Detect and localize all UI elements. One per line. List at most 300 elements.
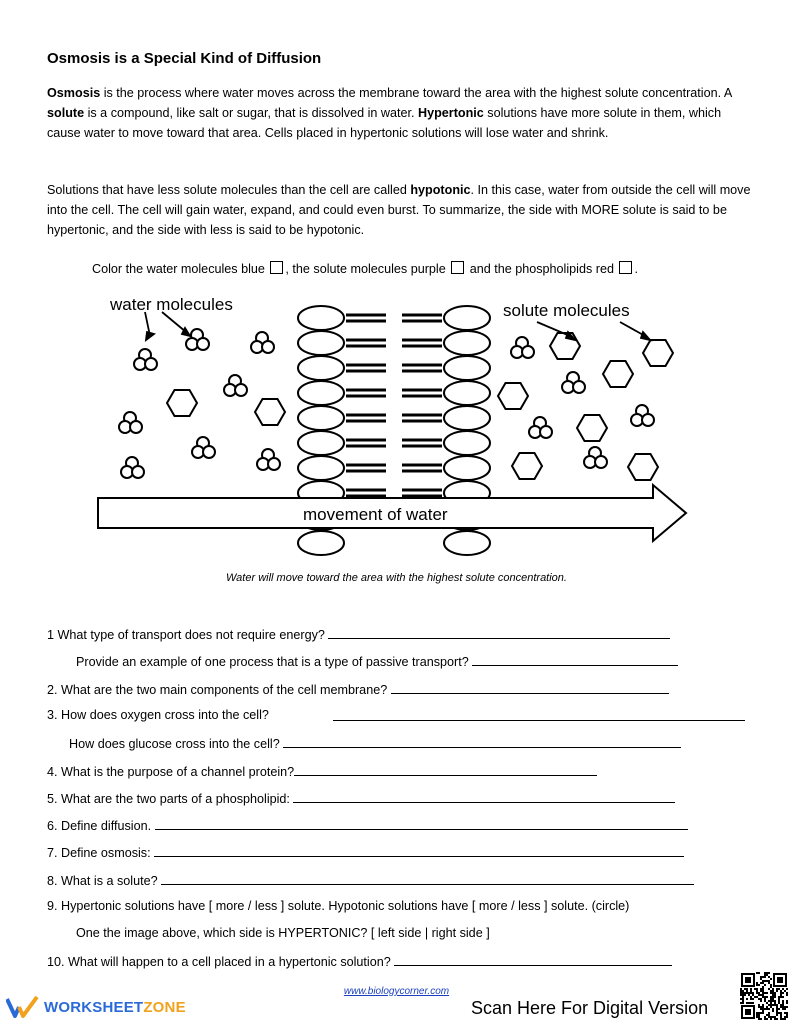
qr-cell bbox=[756, 990, 758, 992]
phospholipid-head bbox=[298, 431, 344, 455]
qr-cell bbox=[750, 998, 752, 1000]
qr-cell bbox=[744, 994, 746, 996]
qr-cell bbox=[768, 1014, 770, 1016]
qr-cell bbox=[758, 994, 760, 996]
qr-cell bbox=[758, 1018, 760, 1020]
qr-cell bbox=[784, 990, 786, 992]
qr-cell bbox=[758, 972, 760, 974]
question-2 bbox=[47, 681, 669, 697]
diagram-caption: Water will move toward the area with the highest solute concentration. bbox=[226, 572, 567, 584]
qr-cell bbox=[742, 992, 744, 994]
qr-cell bbox=[758, 992, 760, 994]
label-movement-of-water: movement of water bbox=[303, 505, 448, 524]
qr-cell bbox=[766, 1008, 768, 1010]
qr-cell bbox=[750, 992, 752, 994]
qr-cell bbox=[766, 1002, 768, 1004]
qr-cell bbox=[758, 998, 760, 1000]
text-run: is the process where water moves across the membrane toward the area with the highest solute concentration. A bbox=[100, 86, 732, 100]
answer-line[interactable] bbox=[472, 653, 678, 666]
qr-cell bbox=[780, 1018, 782, 1020]
question-text: 4. What is the purpose of a channel protein? bbox=[47, 765, 295, 779]
answer-line[interactable] bbox=[328, 626, 670, 639]
qr-cell bbox=[770, 992, 772, 994]
intro-paragraph bbox=[47, 84, 752, 143]
qr-cell bbox=[760, 1008, 762, 1010]
qr-cell bbox=[782, 1000, 784, 1002]
qr-cell bbox=[770, 978, 772, 980]
qr-cell bbox=[760, 1012, 762, 1014]
brand-logo bbox=[6, 996, 186, 1018]
water-molecule-atom bbox=[197, 338, 209, 350]
qr-cell bbox=[780, 996, 782, 998]
qr-cell bbox=[754, 988, 756, 990]
qr-cell bbox=[760, 988, 762, 990]
qr-cell bbox=[770, 1002, 772, 1004]
qr-cell bbox=[772, 998, 774, 1000]
qr-cell bbox=[768, 1012, 770, 1014]
qr-cell bbox=[762, 976, 764, 978]
qr-cell bbox=[746, 998, 748, 1000]
qr-cell bbox=[772, 996, 774, 998]
solute-molecule bbox=[512, 453, 542, 479]
question-7 bbox=[47, 844, 684, 860]
qr-cell bbox=[764, 992, 766, 994]
qr-cell bbox=[772, 988, 774, 990]
qr-cell bbox=[776, 1010, 778, 1012]
qr-cell bbox=[774, 1004, 776, 1006]
question-text: Provide an example of one process that is a type of passive transport? bbox=[76, 655, 473, 669]
qr-cell bbox=[740, 992, 742, 994]
answer-line[interactable] bbox=[155, 817, 688, 830]
qr-cell bbox=[752, 998, 754, 1000]
qr-cell bbox=[782, 1008, 784, 1010]
qr-cell bbox=[786, 1012, 788, 1014]
water-molecule-atom bbox=[268, 458, 280, 470]
qr-cell bbox=[756, 992, 758, 994]
qr-cell bbox=[782, 992, 784, 994]
qr-cell bbox=[764, 1016, 766, 1018]
qr-cell bbox=[778, 1002, 780, 1004]
qr-cell bbox=[780, 994, 782, 996]
phospholipid-head bbox=[444, 531, 490, 555]
qr-cell bbox=[784, 1012, 786, 1014]
term-solute: solute bbox=[47, 105, 85, 120]
qr-cell bbox=[742, 990, 744, 992]
qr-cell bbox=[768, 988, 770, 990]
phospholipid-head bbox=[298, 356, 344, 380]
qr-cell bbox=[768, 1000, 770, 1002]
qr-cell bbox=[764, 1018, 766, 1020]
text-run: . bbox=[634, 262, 638, 276]
qr-cell bbox=[768, 980, 770, 982]
qr-cell bbox=[752, 994, 754, 996]
qr-cell bbox=[752, 1002, 754, 1004]
question-3b bbox=[69, 735, 681, 751]
qr-cell bbox=[770, 986, 772, 988]
qr-cell bbox=[776, 1008, 778, 1010]
qr-cell bbox=[764, 1000, 766, 1002]
qr-cell bbox=[766, 1018, 768, 1020]
qr-cell bbox=[766, 972, 768, 974]
qr-cell bbox=[786, 1006, 788, 1008]
qr-cell bbox=[762, 986, 764, 988]
qr-cell bbox=[768, 1016, 770, 1018]
qr-cell bbox=[780, 1014, 782, 1016]
qr-cell bbox=[780, 1004, 782, 1006]
qr-cell bbox=[786, 1014, 788, 1016]
water-molecule-atom bbox=[540, 426, 552, 438]
qr-cell bbox=[768, 976, 770, 978]
text-run: solutions have more solute in them, which cause water to move toward that area. Cells placed in hypertonic solutions will lose water and shrink. bbox=[47, 105, 722, 140]
qr-cell bbox=[740, 994, 742, 996]
solute-molecule bbox=[577, 415, 607, 441]
question-text: 1 What type of transport does not require energy? bbox=[47, 628, 329, 642]
osmosis-diagram bbox=[90, 288, 690, 558]
qr-cell bbox=[746, 1002, 748, 1004]
color-instruction bbox=[92, 261, 638, 276]
qr-cell bbox=[742, 994, 744, 996]
qr-cell bbox=[778, 996, 780, 998]
qr-cell bbox=[770, 998, 772, 1000]
qr-cell bbox=[782, 1004, 784, 1006]
phospholipid-head bbox=[298, 381, 344, 405]
qr-cell bbox=[776, 1018, 778, 1020]
qr-cell bbox=[780, 1006, 782, 1008]
qr-cell bbox=[746, 988, 748, 990]
question-text: One the image above, which side is HYPERTONIC? [ left side | right side ] bbox=[76, 926, 490, 940]
qr-cell bbox=[764, 996, 766, 998]
qr-cell bbox=[768, 1008, 770, 1010]
answer-line[interactable] bbox=[293, 790, 675, 803]
qr-cell bbox=[750, 988, 752, 990]
answer-line[interactable] bbox=[394, 953, 672, 966]
qr-cell bbox=[766, 996, 768, 998]
qr-cell bbox=[740, 998, 742, 1000]
question-text: 3. How does oxygen cross into the cell? bbox=[47, 708, 269, 722]
question-6 bbox=[47, 817, 688, 833]
qr-cell bbox=[770, 1006, 772, 1008]
qr-cell bbox=[772, 1008, 774, 1010]
qr-cell bbox=[756, 1014, 758, 1016]
qr-cell bbox=[758, 1014, 760, 1016]
qr-cell bbox=[760, 998, 762, 1000]
water-molecule-atom bbox=[573, 381, 585, 393]
question-text: 7. Define osmosis: bbox=[47, 846, 155, 860]
answer-line[interactable] bbox=[294, 763, 597, 776]
qr-cell bbox=[762, 990, 764, 992]
qr-cell bbox=[766, 980, 768, 982]
qr-cell bbox=[756, 1016, 758, 1018]
qr-cell bbox=[770, 996, 772, 998]
qr-cell bbox=[764, 974, 766, 976]
term-osmosis: Osmosis bbox=[47, 86, 101, 100]
qr-cell bbox=[784, 1018, 786, 1020]
qr-cell bbox=[786, 994, 788, 996]
qr-cell bbox=[780, 1012, 782, 1014]
question-3-answer bbox=[333, 708, 745, 724]
checkbox-solute[interactable] bbox=[451, 261, 464, 274]
phospholipid-head bbox=[444, 431, 490, 455]
qr-cell bbox=[762, 1008, 764, 1010]
qr-cell bbox=[760, 994, 762, 996]
qr-cell bbox=[778, 1012, 780, 1014]
qr-cell bbox=[762, 982, 764, 984]
qr-cell bbox=[786, 992, 788, 994]
water-molecule-atom bbox=[203, 446, 215, 458]
term-hypotonic: hypotonic bbox=[410, 183, 471, 197]
qr-cell bbox=[766, 974, 768, 976]
qr-cell bbox=[770, 984, 772, 986]
qr-cell bbox=[760, 990, 762, 992]
answer-line[interactable] bbox=[283, 735, 681, 748]
answer-line[interactable] bbox=[333, 708, 745, 721]
water-molecule-atom bbox=[235, 384, 247, 396]
qr-cell bbox=[774, 1000, 776, 1002]
solute-molecule bbox=[628, 454, 658, 480]
question-4 bbox=[47, 763, 597, 779]
qr-cell bbox=[760, 976, 762, 978]
qr-cell bbox=[748, 994, 750, 996]
question-1 bbox=[47, 626, 670, 642]
question-text: 8. What is a solute? bbox=[47, 874, 162, 888]
qr-cell bbox=[770, 1000, 772, 1002]
qr-cell bbox=[772, 1016, 774, 1018]
checkbox-water[interactable] bbox=[270, 261, 283, 274]
footer-link[interactable]: www.biologycorner.com bbox=[343, 986, 450, 997]
qr-cell bbox=[786, 1016, 788, 1018]
hypotonic-paragraph bbox=[47, 181, 752, 240]
qr-cell bbox=[774, 994, 776, 996]
label-water-molecules: water molecules bbox=[110, 295, 233, 314]
question-9 bbox=[47, 899, 629, 913]
qr-cell bbox=[762, 994, 764, 996]
qr-cell bbox=[774, 996, 776, 998]
question-text: 5. What are the two parts of a phospholipid: bbox=[47, 792, 294, 806]
text-run: , the solute molecules purple bbox=[285, 262, 450, 276]
text-run: . In this case, water from outside the cell will move into the cell. The cell will gain water, expand, and could even burst. To summarize, the side with MORE solute is said to be hypertonic, and the side with less is said to be hypotonic. bbox=[47, 183, 751, 237]
qr-cell bbox=[778, 1008, 780, 1010]
qr-cell bbox=[760, 982, 762, 984]
qr-cell bbox=[784, 1006, 786, 1008]
qr-cell bbox=[786, 1000, 788, 1002]
qr-cell bbox=[754, 996, 756, 998]
brand-name bbox=[44, 999, 186, 1016]
qr-cell bbox=[768, 982, 770, 984]
qr-cell bbox=[762, 1010, 764, 1012]
qr-cell bbox=[774, 1016, 776, 1018]
qr-cell bbox=[776, 1014, 778, 1016]
qr-cell bbox=[762, 996, 764, 998]
phospholipid-head bbox=[298, 531, 344, 555]
water-molecule-atom bbox=[132, 466, 144, 478]
qr-cell bbox=[744, 992, 746, 994]
qr-cell bbox=[778, 988, 780, 990]
water-molecule-atom bbox=[642, 414, 654, 426]
qr-cell bbox=[776, 1006, 778, 1008]
qr-cell bbox=[762, 1006, 764, 1008]
text-run: is a compound, like salt or sugar, that is dissolved in water. bbox=[84, 105, 418, 120]
question-text: 2. What are the two main components of the cell membrane? bbox=[47, 683, 391, 697]
qr-cell bbox=[764, 980, 766, 982]
qr-cell bbox=[770, 1004, 772, 1006]
qr-cell bbox=[776, 990, 778, 992]
qr-cell bbox=[762, 1012, 764, 1014]
question-9b bbox=[76, 926, 490, 940]
phospholipid-head bbox=[444, 356, 490, 380]
water-molecule-atom bbox=[145, 358, 157, 370]
qr-cell bbox=[776, 988, 778, 990]
phospholipid-head bbox=[444, 381, 490, 405]
qr-cell bbox=[746, 990, 748, 992]
qr-cell bbox=[750, 996, 752, 998]
qr-cell bbox=[756, 984, 758, 986]
qr-cell bbox=[772, 990, 774, 992]
scan-instruction: Scan Here For Digital Version bbox=[471, 998, 709, 1018]
qr-cell bbox=[760, 1018, 762, 1020]
qr-cell bbox=[772, 1000, 774, 1002]
phospholipid-head bbox=[298, 456, 344, 480]
phospholipid-head bbox=[298, 406, 344, 430]
qr-finder bbox=[745, 977, 751, 983]
qr-cell bbox=[784, 1016, 786, 1018]
phospholipid-head bbox=[444, 406, 490, 430]
qr-cell bbox=[782, 996, 784, 998]
question-3 bbox=[47, 708, 269, 722]
solute-molecule bbox=[550, 333, 580, 359]
question-10 bbox=[47, 953, 672, 969]
phospholipid-head bbox=[444, 456, 490, 480]
qr-cell bbox=[750, 990, 752, 992]
qr-cell bbox=[766, 1014, 768, 1016]
qr-cell bbox=[770, 990, 772, 992]
qr-cell bbox=[780, 1016, 782, 1018]
qr-cell bbox=[740, 1002, 742, 1004]
qr-cell bbox=[758, 984, 760, 986]
qr-finder bbox=[745, 1009, 751, 1015]
answer-line[interactable] bbox=[154, 844, 684, 857]
qr-cell bbox=[744, 988, 746, 990]
qr-cell bbox=[786, 988, 788, 990]
qr-cell bbox=[760, 978, 762, 980]
qr-cell bbox=[774, 1018, 776, 1020]
qr-cell bbox=[764, 998, 766, 1000]
qr-cell bbox=[786, 1002, 788, 1004]
qr-cell bbox=[762, 992, 764, 994]
qr-cell bbox=[742, 998, 744, 1000]
qr-cell bbox=[766, 1006, 768, 1008]
qr-cell bbox=[782, 1006, 784, 1008]
qr-cell bbox=[756, 1012, 758, 1014]
text-run: Color the water molecules blue bbox=[92, 262, 269, 276]
qr-cell bbox=[762, 988, 764, 990]
solute-molecule bbox=[643, 340, 673, 366]
qr-cell bbox=[772, 992, 774, 994]
brand-name-b: ZONE bbox=[143, 998, 186, 1016]
qr-cell bbox=[746, 992, 748, 994]
qr-cell bbox=[774, 992, 776, 994]
question-5 bbox=[47, 790, 675, 806]
qr-cell bbox=[780, 990, 782, 992]
qr-cell bbox=[758, 1012, 760, 1014]
qr-cell bbox=[772, 1004, 774, 1006]
checkbox-phospholipid[interactable] bbox=[619, 261, 632, 274]
qr-cell bbox=[764, 1008, 766, 1010]
qr-cell bbox=[776, 1012, 778, 1014]
solute-molecule bbox=[603, 361, 633, 387]
water-molecule-atom bbox=[595, 456, 607, 468]
qr-cell bbox=[758, 1016, 760, 1018]
water-molecule-atom bbox=[130, 421, 142, 433]
phospholipid-head bbox=[444, 306, 490, 330]
qr-cell bbox=[780, 992, 782, 994]
water-molecule-atom bbox=[262, 341, 274, 353]
question-text: How does glucose cross into the cell? bbox=[69, 737, 284, 751]
qr-cell bbox=[740, 990, 742, 992]
phospholipid-head bbox=[298, 306, 344, 330]
qr-cell bbox=[782, 988, 784, 990]
qr-cell bbox=[756, 982, 758, 984]
question-text: 10. What will happen to a cell placed in a hypertonic solution? bbox=[47, 955, 395, 969]
qr-cell bbox=[776, 1004, 778, 1006]
qr-cell bbox=[742, 1002, 744, 1004]
answer-line[interactable] bbox=[161, 872, 694, 885]
qr-cell bbox=[784, 1008, 786, 1010]
qr-cell bbox=[770, 1018, 772, 1020]
qr-cell bbox=[752, 992, 754, 994]
question-1b bbox=[76, 653, 678, 669]
qr-cell bbox=[748, 1002, 750, 1004]
water-molecule-atom bbox=[522, 346, 534, 358]
qr-cell bbox=[750, 1002, 752, 1004]
qr-cell bbox=[762, 1004, 764, 1006]
qr-cell bbox=[772, 994, 774, 996]
qr-cell bbox=[764, 972, 766, 974]
qr-cell bbox=[758, 1004, 760, 1006]
qr-cell bbox=[740, 988, 742, 990]
qr-cell bbox=[760, 1000, 762, 1002]
solute-molecule bbox=[498, 383, 528, 409]
worksheet-zone-logo-icon bbox=[6, 996, 40, 1018]
qr-cell bbox=[748, 992, 750, 994]
text-run: Solutions that have less solute molecules than the cell are called bbox=[47, 183, 411, 197]
qr-cell bbox=[742, 996, 744, 998]
qr-cell bbox=[770, 1016, 772, 1018]
qr-cell bbox=[764, 976, 766, 978]
qr-cell bbox=[782, 1002, 784, 1004]
qr-cell bbox=[778, 1000, 780, 1002]
qr-cell bbox=[768, 1004, 770, 1006]
solute-molecule bbox=[167, 390, 197, 416]
qr-cell bbox=[778, 998, 780, 1000]
question-text: 9. Hypertonic solutions have [ more / less ] solute. Hypotonic solutions have [ more / less ] solute. (circle) bbox=[47, 899, 630, 913]
brand-name-a: WORKSHEET bbox=[44, 998, 144, 1016]
qr-cell bbox=[766, 992, 768, 994]
qr-cell bbox=[758, 1006, 760, 1008]
phospholipid-head bbox=[444, 331, 490, 355]
qr-cell bbox=[742, 1000, 744, 1002]
qr-cell bbox=[756, 988, 758, 990]
text-run: and the phospholipids red bbox=[466, 262, 618, 276]
question-8 bbox=[47, 872, 694, 888]
qr-code-icon[interactable] bbox=[740, 972, 788, 1020]
qr-cell bbox=[764, 984, 766, 986]
phospholipid-head bbox=[298, 331, 344, 355]
term-hypertonic: Hypertonic bbox=[418, 105, 484, 120]
answer-line[interactable] bbox=[391, 681, 669, 694]
molecules bbox=[119, 329, 673, 480]
qr-cell bbox=[756, 972, 758, 974]
qr-cell bbox=[768, 972, 770, 974]
